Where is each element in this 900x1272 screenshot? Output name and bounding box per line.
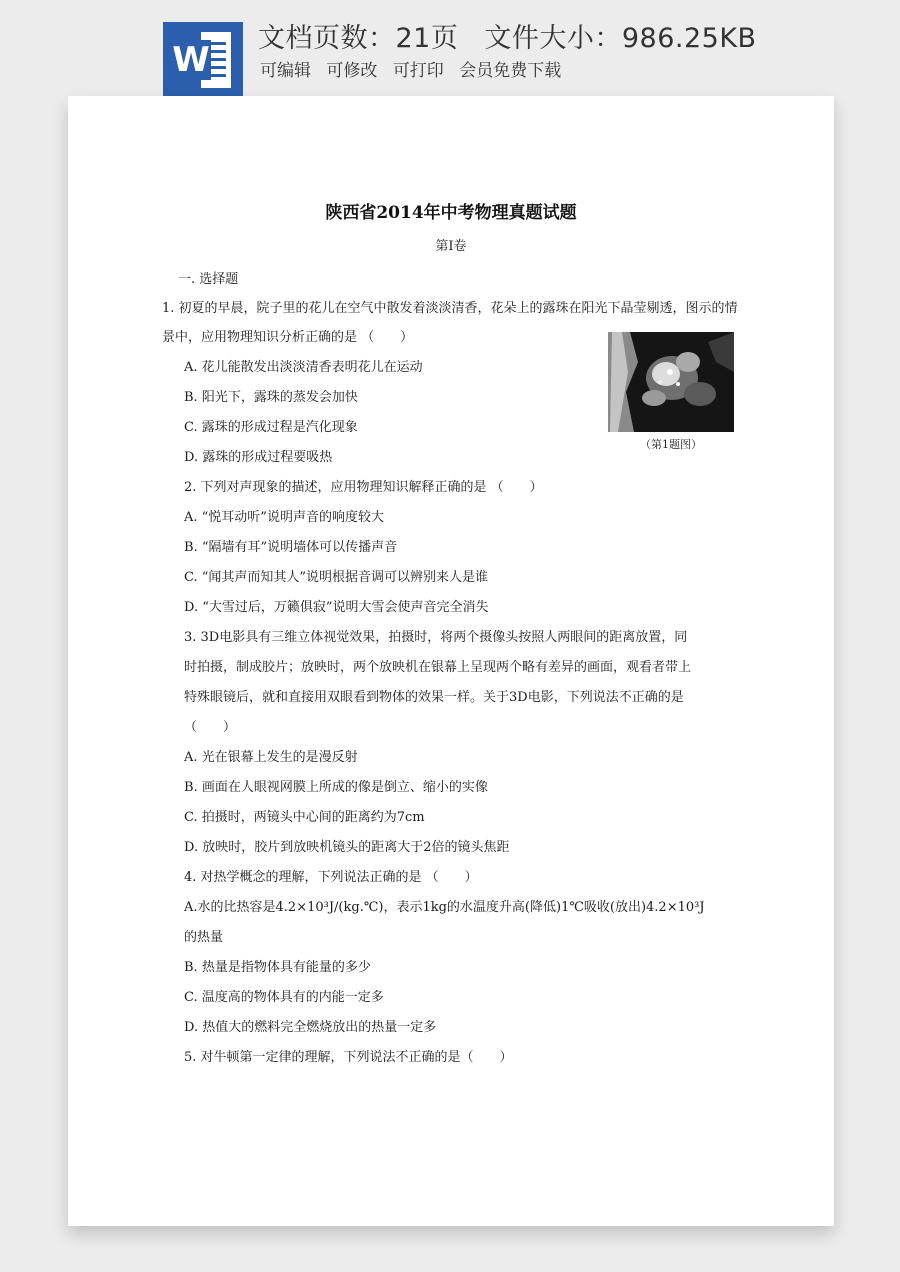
q4-option-a-cont: 的热量 — [184, 930, 224, 945]
q1-option-c: C. 露珠的形成过程是汽化现象 — [184, 420, 358, 435]
q2-option-d: D. “大雪过后，万籁俱寂”说明大雪会使声音完全消失 — [184, 600, 489, 615]
question-3-stem-cont-2: 特殊眼镜后，就和直接用双眼看到物体的效果一样。关于3D电影，下列说法不正确的是 — [184, 690, 684, 705]
document-title: 陕西省2014年中考物理真题试题 — [325, 203, 577, 223]
feature-modifiable: 可修改 — [326, 61, 378, 81]
q2-option-b: B. “隔墙有耳”说明墙体可以传播声音 — [184, 540, 398, 555]
question-4-stem: 4. 对热学概念的理解，下列说法正确的是 （ ） — [184, 870, 478, 885]
q2-option-c: C. “闻其声而知其人”说明根据音调可以辨别来人是谁 — [184, 570, 489, 585]
q1-option-b: B. 阳光下，露珠的蒸发会加快 — [184, 390, 358, 405]
question-3-stem-cont-1: 时拍摄，制成胶片；放映时，两个放映机在银幕上呈现两个略有差异的画面，观看者带上 — [184, 660, 692, 675]
question-1-stem: 1. 初夏的早晨，院子里的花儿在空气中散发着淡淡清香，花朵上的露珠在阳光下晶莹剔透，图示的情 — [162, 301, 738, 316]
q1-option-d: D. 露珠的形成过程要吸热 — [184, 450, 333, 465]
feature-printable: 可打印 — [392, 61, 444, 81]
question-3-stem-cont-3: （ ） — [184, 720, 237, 735]
q3-option-b: B. 画面在人眼视网膜上所成的像是倒立、缩小的实像 — [184, 780, 488, 795]
feature-editable: 可编辑 — [260, 61, 311, 81]
q2-option-a: A. “悦耳动听”说明声音的响度较大 — [184, 510, 384, 525]
banner-title — [258, 16, 757, 55]
feature-member-download: 会员免费下载 — [459, 61, 562, 81]
section-heading: 一. 选择题 — [178, 272, 239, 287]
q1-option-a: A. 花儿能散发出淡淡清香表明花儿在运动 — [184, 360, 423, 375]
q3-option-c: C. 拍摄时，两镜头中心间的距离约为7cm — [184, 810, 425, 825]
question-5-stem: 5. 对牛顿第一定律的理解，下列说法不正确的是（ ） — [184, 1050, 513, 1065]
download-banner — [0, 0, 900, 100]
file-size: 文件大小：986.25KB — [484, 23, 757, 54]
q4-option-c: C. 温度高的物体具有的内能一定多 — [184, 990, 384, 1005]
word-doc-icon — [163, 22, 243, 98]
question-1-figure — [608, 332, 734, 432]
q3-option-d: D. 放映时，胶片到放映机镜头的距离大于2倍的镜头焦距 — [184, 840, 510, 855]
document-page — [68, 96, 834, 1226]
question-3-stem: 3. 3D电影具有三维立体视觉效果，拍摄时，将两个摄像头按照人两眼间的距离放置，同 — [184, 630, 688, 645]
question-1-stem-cont: 景中，应用物理知识分析正确的是 （ ） — [162, 330, 414, 345]
q4-option-d: D. 热值大的燃料完全燃烧放出的热量一定多 — [184, 1020, 437, 1035]
figure-caption: （第1题图） — [640, 438, 702, 451]
q4-option-a: A.水的比热容是4.2×10³J/(kg.℃)，表示1kg的水温度升高(降低)1℃吸收(放出)4.2×10³J — [184, 900, 705, 915]
word-letter: W — [172, 40, 210, 80]
feature-list — [260, 56, 571, 81]
volume-label: 第Ⅰ卷 — [435, 239, 467, 254]
q4-option-b: B. 热量是指物体具有能量的多少 — [184, 960, 371, 975]
q3-option-a: A. 光在银幕上发生的是漫反射 — [184, 750, 358, 765]
question-2-stem: 2. 下列对声现象的描述，应用物理知识解释正确的是 （ ） — [184, 480, 543, 495]
page-count: 文档页数：21页 — [258, 23, 459, 54]
